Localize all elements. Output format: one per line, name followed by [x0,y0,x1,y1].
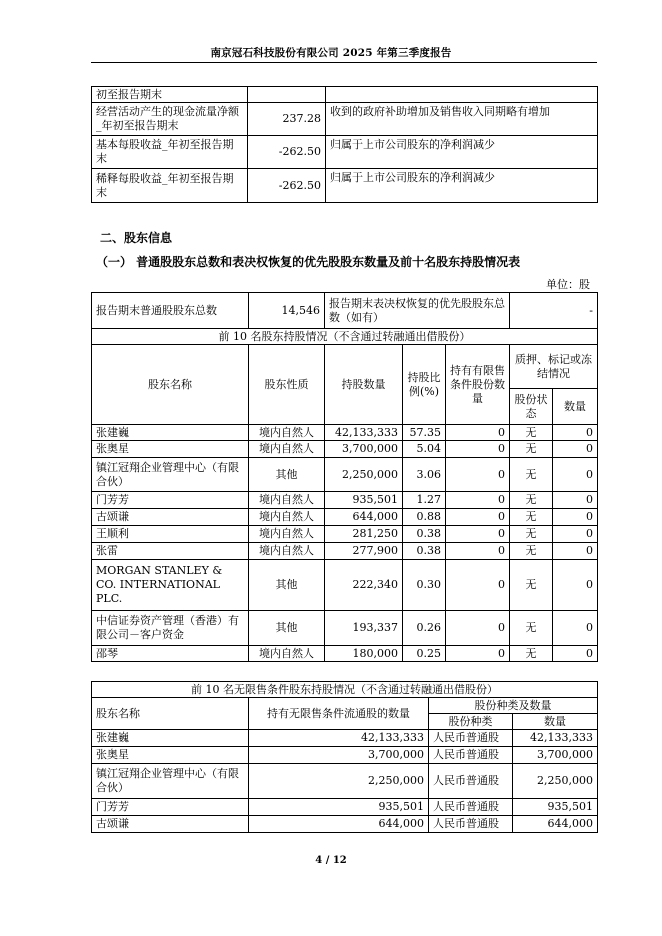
share-qty: 42,133,333 [513,730,598,747]
holder-shares: 42,133,333 [249,730,429,747]
table-row [92,816,598,833]
holder-name: 张雷 [92,543,249,560]
holder-qty: 0 [553,646,598,662]
holder-name: 古颂谦 [92,816,249,833]
share-type: 人民币普通股 [429,799,513,816]
table-row [92,492,598,509]
holder-qty: 0 [553,458,598,492]
col-header-type: 股份种类 [429,714,513,730]
total-holders-label: 报告期末普通股股东总数 [92,293,249,329]
unrestricted-caption: 前 10 名无限售条件股东持股情况（不含通过转融通出借股份） [92,682,598,698]
holder-ratio: 0.30 [403,560,446,611]
holder-ratio: 0.38 [403,543,446,560]
share-type: 人民币普通股 [429,747,513,764]
caption-row [92,682,598,698]
holder-nature: 境内自然人 [249,425,325,441]
holder-shares: 281,250 [325,526,403,543]
holder-status: 无 [510,611,553,646]
table-row [92,764,598,799]
holder-nature: 其他 [249,458,325,492]
holder-name: 张奥星 [92,441,249,458]
table-row [92,458,598,492]
cell-note [326,87,598,103]
share-qty: 2,250,000 [513,764,598,799]
summary-row [92,293,598,329]
col-header-qty: 数量 [553,389,598,425]
holder-name: 门芳芳 [92,492,249,509]
cell-label: 经营活动产生的现金流量净额_年初至报告期末 [92,103,248,136]
holder-shares: 644,000 [325,509,403,526]
col-header-name: 股东名称 [92,698,249,730]
table-row [92,425,598,441]
col-header-ratio: 持股比例(%) [403,345,446,425]
cell-note: 归属于上市公司股东的净利润减少 [326,136,598,169]
table-row [92,169,598,203]
holder-shares: 277,900 [325,543,403,560]
holder-name: 门芳芳 [92,799,249,816]
holder-status: 无 [510,458,553,492]
share-type: 人民币普通股 [429,816,513,833]
holder-ratio: 3.06 [403,458,446,492]
holder-nature: 境内自然人 [249,646,325,662]
subsection-title: （一） 普通股股东总数和表决权恢复的优先股股东数量及前十名股东持股情况表 [96,255,521,269]
preferred-holders-value: - [510,293,598,329]
holder-name: MORGAN STANLEY & CO. INTERNATIONAL PLC. [92,560,249,611]
col-header-pledge-group: 质押、标记或冻结情况 [510,345,598,389]
col-header-status: 股份状态 [510,389,553,425]
holder-qty: 0 [553,611,598,646]
page-header-title: 南京冠石科技股份有限公司 2025 年第三季度报告 [210,47,452,59]
cell-label: 初至报告期末 [92,87,248,103]
table-row [92,730,598,747]
holder-shares: 935,501 [249,799,429,816]
holder-shares: 3,700,000 [325,441,403,458]
table-row [92,611,598,646]
cell-note: 归属于上市公司股东的净利润减少 [326,169,598,203]
holder-ratio: 0.38 [403,526,446,543]
holder-name: 镇江冠翔企业管理中心（有限合伙） [92,458,249,492]
holder-name: 古颂谦 [92,509,249,526]
col-header-restricted: 持有有限售条件股份数量 [446,345,510,425]
unrestricted-table [91,681,598,833]
cell-value [248,87,326,103]
holder-name: 镇江冠翔企业管理中心（有限合伙） [92,764,249,799]
share-type: 人民币普通股 [429,730,513,747]
holder-qty: 0 [553,509,598,526]
table-row [92,543,598,560]
holder-qty: 0 [553,526,598,543]
changes-table [91,86,598,203]
table-row [92,136,598,169]
table-row [92,87,598,103]
holder-nature: 境内自然人 [249,509,325,526]
holder-restricted: 0 [446,492,510,509]
header-row [92,698,598,714]
holder-shares: 2,250,000 [325,458,403,492]
holder-qty: 0 [553,425,598,441]
share-qty: 3,700,000 [513,747,598,764]
caption-row [92,329,598,345]
holder-ratio: 1.27 [403,492,446,509]
holder-nature: 境内自然人 [249,526,325,543]
holder-shares: 2,250,000 [249,764,429,799]
table-row [92,747,598,764]
unit-label: 单位：股 [546,278,590,291]
holder-nature: 其他 [249,560,325,611]
header-divider [91,62,597,63]
holder-qty: 0 [553,492,598,509]
table-row [92,509,598,526]
holder-ratio: 57.35 [403,425,446,441]
holder-nature: 境内自然人 [249,441,325,458]
holder-nature: 境内自然人 [249,492,325,509]
holder-restricted: 0 [446,441,510,458]
col-header-shares: 持股数量 [325,345,403,425]
holder-name: 张奥星 [92,747,249,764]
holder-nature: 境内自然人 [249,543,325,560]
holder-shares: 3,700,000 [249,747,429,764]
holder-qty: 0 [553,441,598,458]
holder-nature: 其他 [249,611,325,646]
holder-shares: 644,000 [249,816,429,833]
holder-name: 张建巍 [92,730,249,747]
table-row [92,799,598,816]
holder-shares: 222,340 [325,560,403,611]
top10-caption: 前 10 名股东持股情况（不含通过转融通出借股份） [92,329,598,345]
holder-restricted: 0 [446,560,510,611]
holder-shares: 935,501 [325,492,403,509]
col-header-name: 股东名称 [92,345,249,425]
table-row [92,560,598,611]
holder-restricted: 0 [446,543,510,560]
holder-ratio: 0.25 [403,646,446,662]
table-row [92,646,598,662]
holder-restricted: 0 [446,526,510,543]
share-qty: 935,501 [513,799,598,816]
holder-restricted: 0 [446,425,510,441]
holder-shares: 42,133,333 [325,425,403,441]
holder-restricted: 0 [446,458,510,492]
col-header-qty: 数量 [513,714,598,730]
holder-name: 张建巍 [92,425,249,441]
table-row [92,526,598,543]
holder-status: 无 [510,425,553,441]
share-qty: 644,000 [513,816,598,833]
cell-note: 收到的政府补助增加及销售收入同期略有增加 [326,103,598,136]
holder-status: 无 [510,441,553,458]
header-row [92,345,598,389]
cell-label: 基本每股收益_年初至报告期末 [92,136,248,169]
cell-value: 237.28 [248,103,326,136]
holder-restricted: 0 [446,646,510,662]
cell-value: -262.50 [248,136,326,169]
holder-status: 无 [510,492,553,509]
share-type: 人民币普通股 [429,764,513,799]
cell-label: 稀释每股收益_年初至报告期末 [92,169,248,203]
table-row [92,441,598,458]
holder-ratio: 0.26 [403,611,446,646]
holder-ratio: 5.04 [403,441,446,458]
col-header-nature: 股东性质 [249,345,325,425]
holder-qty: 0 [553,543,598,560]
total-holders-value: 14,546 [249,293,325,329]
holder-name: 邵琴 [92,646,249,662]
col-header-shares: 持有无限售条件流通股的数量 [249,698,429,730]
section-title: 二、股东信息 [100,231,173,245]
holder-shares: 180,000 [325,646,403,662]
preferred-holders-label: 报告期末表决权恢复的优先股股东总数（如有） [325,293,510,329]
holder-status: 无 [510,526,553,543]
holder-status: 无 [510,509,553,526]
holder-name: 王顺利 [92,526,249,543]
table-row [92,103,598,136]
holder-name: 中信证券资产管理（香港）有限公司－客户资金 [92,611,249,646]
holder-restricted: 0 [446,509,510,526]
holder-restricted: 0 [446,611,510,646]
holder-status: 无 [510,646,553,662]
holder-status: 无 [510,543,553,560]
holder-ratio: 0.88 [403,509,446,526]
shareholders-table [91,292,598,662]
holder-status: 无 [510,560,553,611]
holder-qty: 0 [553,560,598,611]
page-number: 4 / 12 [315,855,347,866]
holder-shares: 193,337 [325,611,403,646]
cell-value: -262.50 [248,169,326,203]
col-header-type-group: 股份种类及数量 [429,698,598,714]
